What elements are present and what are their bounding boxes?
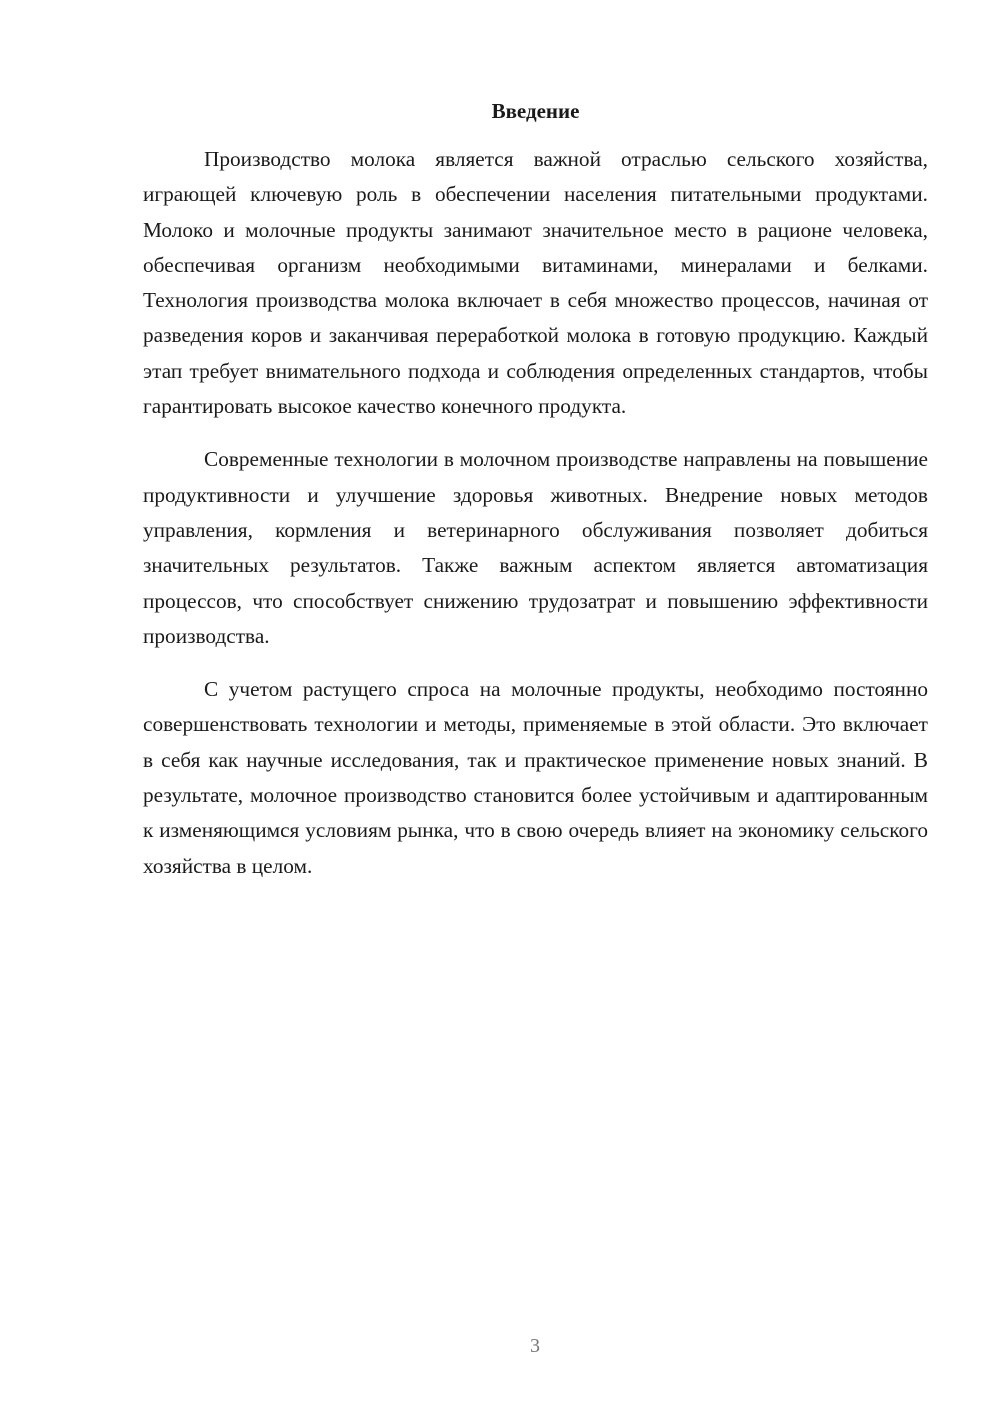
paragraph-2: Современные технологии в молочном производстве направлены на повышение продуктивности и улучшение здоровья животных. Внедрение новых методов управления, кормления и ветеринарного обслуживания позволяет добиться значительных результатов. Также важным аспектом является автоматизация процессов, что способствует снижению трудозатрат и повышению эффективности производства. <box>143 447 928 648</box>
body-text <box>143 142 928 902</box>
page-number: 3 <box>530 1335 540 1357</box>
paragraph-3: С учетом растущего спроса на молочные продукты, необходимо постоянно совершенствовать технологии и методы, применяемые в этой области. Это включает в себя как научные исследования, так и практическое применение новых знаний. В результате, молочное производство становится более устойчивым и адаптированным к изменяющимся условиям рынка, что в свою очередь влияет на экономику сельского хозяйства в целом. <box>143 677 928 878</box>
section-title: Введение <box>491 99 580 123</box>
paragraph-1: Производство молока является важной отраслью сельского хозяйства, играющей ключевую роль в обеспечении населения питательными продуктами. Молоко и молочные продукты занимают значительное место в рационе человека, обеспечивая организм необходимыми витаминами, минералами и белками. Технология производства молока включает в себя множество процессов, начиная от разведения коров и заканчивая переработкой молока в готовую продукцию. Каждый этап требует внимательного подхода и соблюдения определенных стандартов, чтобы гарантировать высокое качество конечного продукта. <box>143 147 928 419</box>
